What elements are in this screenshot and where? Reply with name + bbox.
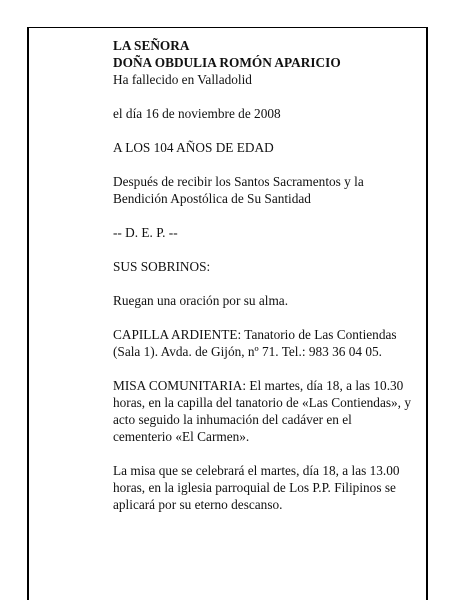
sacraments-line-2: Bendición Apostólica de Su Santidad bbox=[113, 191, 311, 206]
prayer-line: Ruegan una oración por su alma. bbox=[113, 293, 289, 308]
final-line-1: La misa que se celebrará el martes, día 18, a las 13.00 bbox=[113, 463, 400, 478]
age-line: A LOS 104 AÑOS DE EDAD bbox=[113, 140, 274, 155]
mass-line-3: acto seguido la inhumación del cadáver en el bbox=[113, 412, 352, 427]
title-line-2: DOÑA OBDULIA ROMÓN APARICIO bbox=[113, 55, 341, 70]
prayer-paragraph bbox=[113, 292, 418, 309]
obituary-notice bbox=[113, 37, 418, 513]
frame-top-border bbox=[27, 27, 428, 28]
frame-right-border bbox=[426, 28, 428, 600]
chapel-line-2: (Sala 1). Avda. de Gijón, nº 71. Tel.: 983 36 04 05. bbox=[113, 344, 382, 359]
final-line-2: horas, en la iglesia parroquial de Los P.P. Filipinos se bbox=[113, 480, 396, 495]
mass-line-2: horas, en la capilla del tanatorio de «Las Contiendas», y bbox=[113, 395, 411, 410]
final-line-3: aplicará por su eterno descanso. bbox=[113, 497, 283, 512]
mass-paragraph bbox=[113, 377, 418, 445]
family-line: SUS SOBRINOS: bbox=[113, 259, 211, 274]
mass-line-4: cementerio «El Carmen». bbox=[113, 429, 250, 444]
frame-left-border bbox=[27, 28, 29, 600]
died-in-line: Ha fallecido en Valladolid bbox=[113, 72, 252, 87]
chapel-paragraph bbox=[113, 326, 418, 360]
rip-paragraph bbox=[113, 224, 418, 241]
date-paragraph bbox=[113, 105, 418, 122]
mass-line-1: MISA COMUNITARIA: El martes, día 18, a las 10.30 bbox=[113, 378, 404, 393]
family-paragraph bbox=[113, 258, 418, 275]
final-mass-paragraph bbox=[113, 462, 418, 513]
date-line: el día 16 de noviembre de 2008 bbox=[113, 106, 281, 121]
rip-line: -- D. E. P. -- bbox=[113, 225, 178, 240]
sacraments-paragraph bbox=[113, 173, 418, 207]
sacraments-line-1: Después de recibir los Santos Sacramentos y la bbox=[113, 174, 364, 189]
age-paragraph bbox=[113, 139, 418, 156]
chapel-line-1: CAPILLA ARDIENTE: Tanatorio de Las Contiendas bbox=[113, 327, 397, 342]
deceased-heading bbox=[113, 37, 418, 88]
title-line-1: LA SEÑORA bbox=[113, 38, 190, 53]
